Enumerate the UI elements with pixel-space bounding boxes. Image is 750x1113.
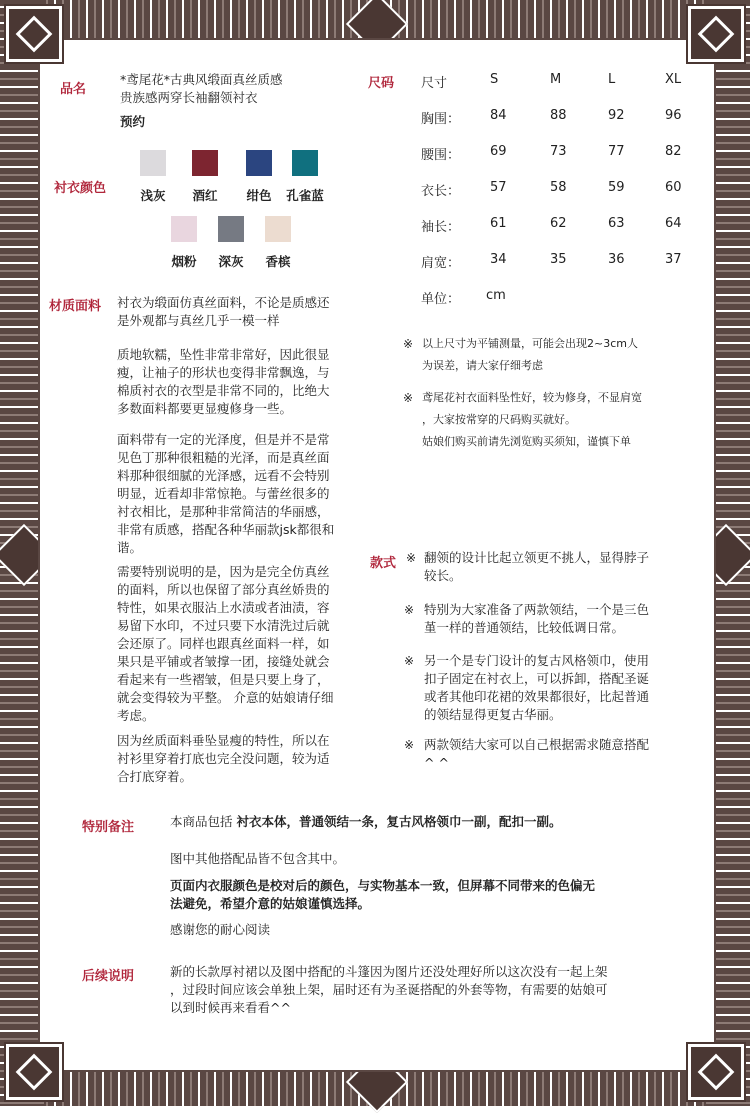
- remarks-line1: [170, 813, 562, 831]
- remarks-line1-bold: 衬衣本体，普通领结一条，复古风格领巾一副，配扣一副。: [236, 814, 562, 829]
- material-line: 特性，如果衣服沾上水渍或者油渍，容: [117, 600, 330, 615]
- color-swatch-name: 浅灰: [140, 188, 166, 203]
- remarks-line1-plain: 本商品包括: [170, 814, 237, 829]
- color-swatch: [171, 216, 197, 242]
- material-line: 看起来有一些褶皱，但是只要上身了，: [117, 672, 330, 687]
- size-cell: 62: [550, 216, 567, 231]
- size-cell: 37: [665, 252, 682, 267]
- style-line: 较长。: [424, 568, 462, 583]
- size-cell: 34: [490, 252, 507, 267]
- material-line: 多数面料都要更显瘦修身一些。: [117, 401, 293, 416]
- color-swatch: [265, 216, 291, 242]
- material-line: 需要特别说明的是，因为是完全仿真丝: [117, 564, 330, 579]
- size-row-name: 肩宽：: [421, 256, 461, 271]
- remarks-line3b: 法避免，希望介意的姑娘谨慎选择。: [170, 896, 371, 911]
- remarks-line2: 图中其他搭配品皆不包含其中。: [170, 851, 346, 866]
- remarks-label: 特别备注: [82, 820, 135, 835]
- material-line: 的面料，所以也保留了部分真丝娇贵的: [117, 582, 330, 597]
- size-cell: 57: [490, 180, 507, 195]
- unit-value: cm: [486, 288, 506, 303]
- color-swatch-name: 绀色: [246, 188, 272, 203]
- material-line: 面料带有一定的光泽度，但是并不是常: [117, 432, 330, 447]
- style-line: ^ ^: [424, 755, 449, 770]
- material-line: 瘦，让袖子的形状也变得非常飘逸，与: [117, 365, 330, 380]
- style-label: 款式: [370, 556, 397, 571]
- note-mark: ※: [403, 337, 414, 351]
- remarks-line4: 感谢您的耐心阅读: [170, 922, 271, 937]
- style-line: 另一个是专门设计的复古风格领巾，使用: [424, 653, 650, 668]
- color-swatch-name: 酒红: [192, 188, 218, 203]
- size-note2-line1: 鸢尾花衬衣面料坠性好，较为修身，不显肩宽: [422, 391, 642, 404]
- style-mark: ※: [404, 654, 415, 668]
- material-line: 衬衣为缎面仿真丝面料，不论是质感还: [117, 295, 330, 310]
- size-note1-line2: 为误差，请大家仔细考虑: [422, 359, 543, 372]
- material-line: 棉质衬衣的衣型是非常不同的，比绝大: [117, 383, 330, 398]
- size-cell: 92: [608, 108, 625, 123]
- style-line: 的领结显得更复古华丽。: [424, 707, 562, 722]
- size-cell: 96: [665, 108, 682, 123]
- size-cell: 59: [608, 180, 625, 195]
- remarks-line3a: 页面内衣服颜色是校对后的颜色，与实物基本一致，但屏幕不同带来的色偏无: [170, 878, 596, 893]
- material-line: 就会变得较为平整。 介意的姑娘请仔细: [117, 690, 334, 705]
- material-line: 质地软糯，坠性非常非常好，因此很显: [117, 347, 330, 362]
- size-cell: 36: [608, 252, 625, 267]
- color-swatch: [292, 150, 318, 176]
- product-status: 预约: [120, 114, 146, 129]
- followup-line2: ，过段时间应该会单独上架，届时还有为圣诞搭配的外套等物，有需要的姑娘可: [170, 982, 608, 997]
- size-header-cell: XL: [665, 72, 682, 87]
- material-line: 合打底穿着。: [117, 769, 193, 784]
- material-line: 果只是平铺或者皱撑一团，接缝处就会: [117, 654, 330, 669]
- color-swatch: [140, 150, 166, 176]
- material-line: 见色丁那种很粗糙的光泽，而是真丝面: [117, 450, 330, 465]
- material-line: 明显，近看却非常惊艳。与蕾丝很多的: [117, 486, 330, 501]
- size-cell: 82: [665, 144, 682, 159]
- size-note1-line1: 以上尺寸为平铺测量，可能会出现2~3cm人: [422, 337, 638, 350]
- size-row-name: 袖长：: [421, 220, 461, 235]
- color-swatch-name: 香槟: [265, 254, 291, 269]
- style-line: 特别为大家准备了两款领结，一个是三色: [424, 602, 650, 617]
- frame-corner-ornament: [6, 1044, 62, 1100]
- note-mark: ※: [403, 391, 414, 405]
- material-line: 料那种很细腻的光泽感，远看不会特别: [117, 468, 330, 483]
- frame-corner-ornament: [688, 1044, 744, 1100]
- style-line: 扣子固定在衬衣上，可以拆卸，搭配圣诞: [424, 671, 650, 686]
- style-mark: ※: [404, 603, 415, 617]
- size-row-name: 胸围：: [421, 112, 461, 127]
- followup-label: 后续说明: [82, 969, 135, 984]
- followup-line1: 新的长款厚衬裙以及图中搭配的斗篷因为图片还没处理好所以这次没有一起上架: [170, 964, 608, 979]
- size-cell: 69: [490, 144, 507, 159]
- product-name-line1: *鸢尾花*古典风缎面真丝质感: [120, 72, 283, 87]
- unit-label: 单位：: [421, 292, 461, 307]
- size-note2-line2: ，大家按常穿的尺码购买就好。: [422, 413, 576, 426]
- size-cell: 73: [550, 144, 567, 159]
- color-swatch-name: 烟粉: [171, 254, 197, 269]
- material-line: 衬衫里穿着打底也完全没问题，较为适: [117, 751, 330, 766]
- size-header-cell: L: [608, 72, 616, 87]
- style-line: 翻领的设计比起立领更不挑人，显得脖子: [424, 550, 650, 565]
- style-line: 堇一样的普通领结，比较低调日常。: [424, 620, 625, 635]
- size-header-cell: S: [490, 72, 499, 87]
- size-cell: 64: [665, 216, 682, 231]
- size-cell: 61: [490, 216, 507, 231]
- followup-line3: 以到时候再来看看^^: [170, 1000, 291, 1015]
- material-line: 会还原了。同样也跟真丝面料一样，如: [117, 636, 330, 651]
- colors-label: 衬衣颜色: [54, 181, 107, 196]
- product-name-line2: 贵族感两穿长袖翻领衬衣: [120, 90, 258, 105]
- style-line: 两款领结大家可以自己根据需求随意搭配: [424, 737, 650, 752]
- material-line: 非常有质感，搭配各种华丽款jsk都很和: [117, 522, 335, 537]
- size-label: 尺码: [368, 76, 395, 91]
- size-cell: 88: [550, 108, 567, 123]
- product-label: 品名: [60, 82, 87, 97]
- size-cell: 60: [665, 180, 682, 195]
- color-swatch-name: 孔雀蓝: [286, 188, 324, 203]
- material-line: 衬衣相比，是那种非常简洁的华丽感，: [117, 504, 330, 519]
- material-line: 因为丝质面料垂坠显瘦的特性，所以在: [117, 733, 330, 748]
- size-cell: 84: [490, 108, 507, 123]
- material-line: 易留下水印，不过只要下水清洗过后就: [117, 618, 330, 633]
- size-row-name: 衣长：: [421, 184, 461, 199]
- size-cell: 58: [550, 180, 567, 195]
- size-cell: 77: [608, 144, 625, 159]
- purchase-warning: 姑娘们购买前请先浏览购买须知，谨慎下单: [422, 435, 631, 448]
- frame-corner-ornament: [6, 6, 62, 62]
- material-line: 是外观都与真丝几乎一模一样: [117, 313, 280, 328]
- frame-corner-ornament: [688, 6, 744, 62]
- size-header-cell: M: [550, 72, 562, 87]
- style-line: 或者其他印花裙的效果都很好，比起普通: [424, 689, 650, 704]
- material-line: 考虑。: [117, 708, 155, 723]
- color-swatch: [218, 216, 244, 242]
- size-cell: 63: [608, 216, 625, 231]
- color-swatch: [192, 150, 218, 176]
- style-mark: ※: [404, 738, 415, 752]
- size-header-cell: 尺寸: [421, 76, 448, 91]
- material-line: 谐。: [117, 540, 143, 555]
- color-swatch: [246, 150, 272, 176]
- size-row-name: 腰围：: [421, 148, 461, 163]
- color-swatch-name: 深灰: [218, 254, 244, 269]
- size-cell: 35: [550, 252, 567, 267]
- material-label: 材质面料: [49, 299, 102, 314]
- style-mark: ※: [406, 551, 417, 565]
